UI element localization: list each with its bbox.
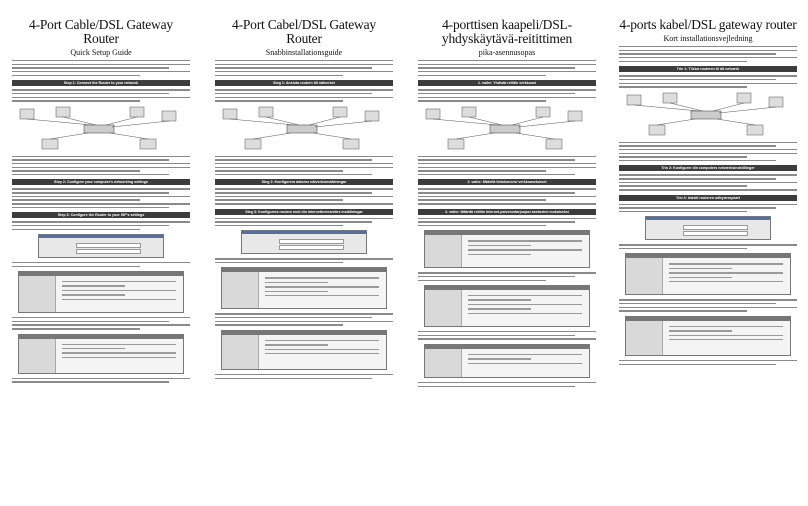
step-1-instructions: [215, 156, 393, 176]
login-dialog-screenshot: [645, 216, 771, 240]
step-3-instructions: [619, 244, 797, 249]
network-diagram: [12, 105, 190, 153]
guide-column-danish: [619, 18, 797, 500]
step-2-text: [215, 188, 393, 204]
step-3-text: [215, 218, 393, 227]
step-1-text: [12, 89, 190, 101]
setup-screenshot-1: [424, 230, 590, 268]
guide-column-finnish: [418, 18, 596, 500]
setup-screenshot-2: [18, 334, 184, 374]
step-3-header: 3. vaihe: Määritä reititin Internet-palveluntarjoajasi asetusten mukaiseksi: [418, 209, 596, 215]
step-3-header: Trin 3: Indstil routeren udbyderopsæt: [619, 195, 797, 201]
step-1-text: [619, 75, 797, 87]
step-2-header: 2. vaihe: Määritä tietokoneesi verkkoasetukset: [418, 179, 596, 185]
guide-column-english: [12, 18, 190, 500]
step-3-notes: [12, 317, 190, 329]
guide-title: 4-Port Cable/DSL Gateway Router: [29, 17, 173, 46]
step-1-text: [215, 89, 393, 101]
step-2-text: [418, 188, 596, 204]
step-1-header: Steg 1: Ansluta routern till nätverket: [215, 80, 393, 86]
intro-paragraph: [619, 46, 797, 62]
step-3-instructions: [12, 262, 190, 267]
step-2-header: Steg 2: Konfigurera datorns nätverksinställningar: [215, 179, 393, 185]
closing-text: [12, 378, 190, 383]
step-3-header: Step 3: Configure the Router to your ISP's settings: [12, 212, 190, 218]
login-dialog-screenshot: [38, 234, 164, 258]
guide-column-swedish: [215, 18, 393, 500]
step-3-text: [619, 204, 797, 213]
guide-subtitle: pika-asennusopas: [478, 48, 536, 57]
setup-screenshot-2: [221, 330, 387, 370]
guide-title: 4-porttisen kaapeli/DSL-yhdyskäytävä-reitittimen: [441, 17, 573, 46]
step-3-notes: [215, 313, 393, 325]
setup-screenshot-2: [424, 285, 590, 327]
guide-title: 4-Port Cabel/DSL Gateway Router: [232, 17, 376, 46]
closing-text: [418, 382, 596, 387]
intro-paragraph: [12, 60, 190, 76]
setup-screenshot-1: [221, 267, 387, 309]
step-3-notes: [418, 331, 596, 340]
intro-paragraph: [418, 60, 596, 76]
step-3-text: [12, 221, 190, 230]
step-1-header: Step 1: Connect the Router to your network: [12, 80, 190, 86]
step-3-notes: [619, 299, 797, 311]
setup-screenshot-1: [18, 271, 184, 313]
step-2-header: Step 2: Configure your computer's networking settings: [12, 179, 190, 185]
setup-screenshot-1: [625, 253, 791, 295]
network-diagram: [619, 91, 797, 139]
guide-subtitle: Snabbinstallationsguide: [265, 48, 343, 57]
step-2-text: [619, 174, 797, 190]
step-2-text: [12, 188, 190, 208]
step-1-instructions: [12, 156, 190, 176]
step-1-instructions: [418, 156, 596, 176]
network-diagram: [418, 105, 596, 153]
step-3-text: [418, 218, 596, 227]
intro-paragraph: [215, 60, 393, 76]
step-3-instructions: [215, 258, 393, 263]
step-2-header: Trin 2: Konfigurer din computers netværksindstillinger: [619, 165, 797, 171]
step-1-text: [418, 89, 596, 101]
closing-text: [215, 374, 393, 379]
guide-subtitle: Quick Setup Guide: [70, 48, 132, 57]
step-3-instructions: [418, 272, 596, 281]
guide-subtitle: Kort installationsvejledning: [663, 34, 753, 43]
step-1-instructions: [619, 142, 797, 162]
network-diagram: [215, 105, 393, 153]
step-1-header: 1. vaihe: Yhdistä reititin verkkoosi: [418, 80, 596, 86]
closing-text: [619, 360, 797, 365]
guide-title: 4-ports kabel/DSL gateway router: [619, 17, 797, 32]
step-1-header: Trin 1: Tilslut routeren til dit netværk: [619, 66, 797, 72]
step-3-header: Steg 3: Konfigurera routern med din internetleverantörs inställningar: [215, 209, 393, 215]
login-dialog-screenshot: [241, 230, 367, 254]
setup-screenshot-2: [625, 316, 791, 356]
setup-screenshot-3: [424, 344, 590, 378]
